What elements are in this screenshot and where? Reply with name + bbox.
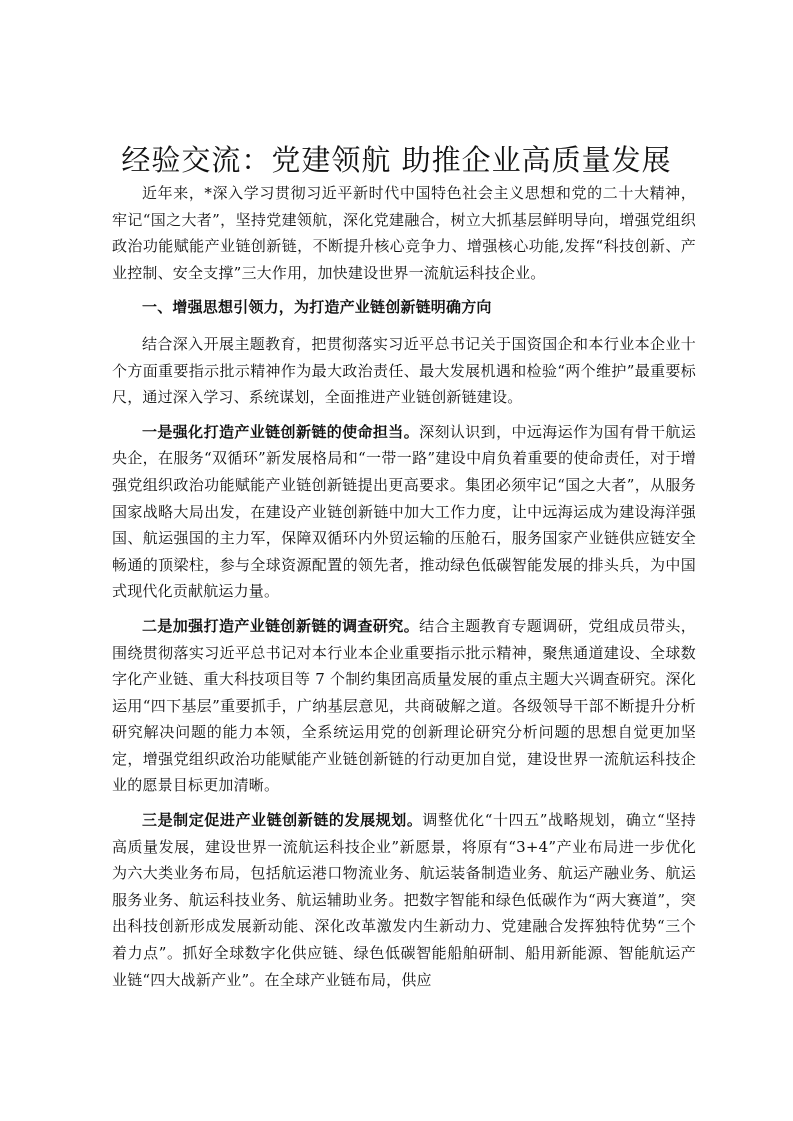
section-paragraph-1: 结合深入开展主题教育，把贯彻落实习近平总书记关于国资国企和本行业本企业十个方面重要指示批示精神作为最大政治责任、最大发展机遇和检验“两个维护”最重要标尺，通过深入学习、系统谋划，全面推进产业链创新链建设。 (112, 334, 696, 407)
point-lead-1: 一是强化打造产业链创新链的使命担当。 (142, 422, 420, 441)
point-paragraph-3 (112, 807, 696, 993)
point-text-2: 结合主题教育专题调研，党组成员带头，围绕贯彻落实习近平总书记对本行业本企业重要指示批示精神，聚焦通道建设、全球数字化产业链、重大科技项目等 7 个制约集团高质量发展的重点主题大兴调查研究。深化运用“四下基层”重要抓手，广纳基层意见，共商破解之道。各级领导干部不断提升分析研究解决问题的能力本领，全系统运用党的创新理论研究分析问题的思想自觉更加坚定，增强党组织政治功能赋能产业链创新链的行动更加自觉，建设世界一流航运科技企业的愿景目标更加清晰。 (112, 616, 696, 795)
point-lead-2: 二是加强打造产业链创新链的调查研究。 (142, 616, 420, 635)
document-title: 经验交流：党建领航 助推企业高质量发展 (121, 143, 672, 177)
point-paragraph-1 (112, 419, 696, 605)
section-heading-1: 一、增强思想引领力，为打造产业链创新链明确方向 (142, 298, 492, 317)
point-paragraph-2 (112, 613, 696, 799)
point-text-1: 深刻认识到，中远海运作为国有骨干航运央企，在服务“双循环”新发展格局和“一带一路”建设中肩负着重要的使命责任，对于增强党组织政治功能赋能产业链创新链提出更高要求。集团必须牢记“国之大者”，从服务国家战略大局出发，在建设产业链创新链中加大工作力度，让中远海运成为建设海洋强国、航运强国的主力军，保障双循环内外贸运输的压舱石，服务国家产业链供应链安全畅通的顶梁柱，参与全球资源配置的领先者，推动绿色低碳智能发展的排头兵，为中国式现代化贡献航运力量。 (112, 422, 696, 601)
document-body (112, 180, 696, 993)
point-text-3: 调整优化“十四五”战略规划，确立“坚持高质量发展，建设世界一流航运科技企业”新愿景，将原有“3+4”产业布局进一步优化为六大类业务布局，包括航运港口物流业务、航运装备制造业务、航运产融业务、航运服务业务、航运科技业务、航运辅助业务。把数字智能和绿色低碳作为“两大赛道”，突出科技创新形成发展新动能、深化改革激发内生新动力、党建融合发挥独特优势“三个着力点”。抓好全球数字化供应链、绿色低碳智能船舶研制、船用新能源、智能航运产业链“四大战新产业”。在全球产业链布局，供应 (112, 811, 697, 989)
point-lead-3: 三是制定促进产业链创新链的发展规划。 (142, 811, 423, 830)
intro-paragraph: 近年来，*深入学习贯彻习近平新时代中国特色社会主义思想和党的二十大精神，牢记“国之大者”，坚持党建领航，深化党建融合，树立大抓基层鲜明导向，增强党组织政治功能赋能产业链创新链，不断提升核心竞争力、增强核心功能,发挥“科技创新、产业控制、安全支撑”三大作用，加快建设世界一流航运科技企业。 (112, 184, 696, 282)
